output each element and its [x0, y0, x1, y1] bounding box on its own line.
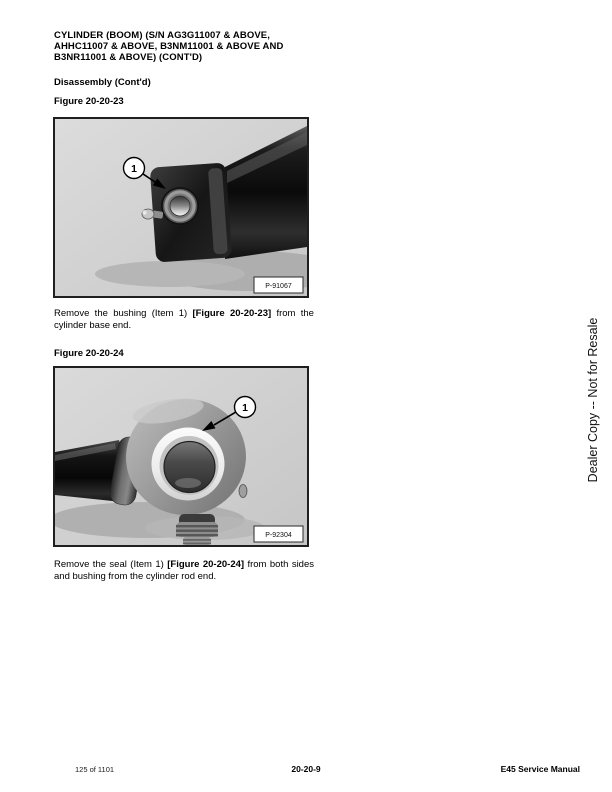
shadow — [95, 261, 245, 287]
caption-post: from both sides and bushing from the cylinder rod end. — [54, 559, 314, 583]
title-line-1: CYLINDER (BOOM) (S/N AG3G11007 & ABOVE, — [54, 30, 270, 41]
figure-label-20-20-23: Figure 20-20-23 — [54, 96, 124, 107]
title-line-2: AHHC11007 & ABOVE, B3NM11001 & ABOVE AND — [54, 41, 284, 53]
caption-figure-ref: [Figure 20-20-24] — [167, 559, 245, 570]
caption-pre: Remove the seal (Item 1) — [54, 559, 168, 570]
cylinder-base-end-photo — [55, 119, 307, 296]
eye-bore — [164, 442, 215, 493]
photo-id-label — [254, 277, 303, 293]
instruction-remove-seal — [54, 559, 314, 584]
footer-manual-title: E45 Service Manual — [500, 764, 580, 774]
caption-pre: Remove the bushing (Item 1) — [54, 308, 193, 319]
footer-section-page: 20-20-9 — [291, 764, 321, 774]
photo-id-text: P-92304 — [265, 532, 292, 539]
photo-id-text: P-91067 — [265, 283, 292, 290]
title-line-3: B3NR11001 & ABOVE) (CONT'D) — [54, 52, 203, 64]
bushing — [161, 187, 199, 225]
figure-photo-20-20-23 — [53, 117, 309, 298]
caption-post: from the cylinder base end. — [54, 308, 314, 332]
instruction-remove-bushing — [54, 308, 314, 333]
footer-page-number: 125 of 1101 — [75, 765, 115, 774]
photo-id-label — [254, 526, 303, 542]
figure-label-20-20-24: Figure 20-20-24 — [54, 348, 124, 359]
section-heading: Disassembly (Cont'd) — [54, 77, 151, 88]
caption-figure-ref: [Figure 20-20-23] — [192, 308, 272, 319]
figure-photo-20-20-24 — [53, 366, 309, 547]
document-title — [54, 30, 283, 64]
cylinder-rod-end-photo — [55, 368, 307, 545]
callout-number: 1 — [131, 162, 137, 175]
callout-number: 1 — [242, 401, 248, 414]
dealer-copy-watermark: Dealer Copy -- Not for Resale — [586, 317, 600, 483]
eye-pin-nub — [239, 485, 247, 498]
